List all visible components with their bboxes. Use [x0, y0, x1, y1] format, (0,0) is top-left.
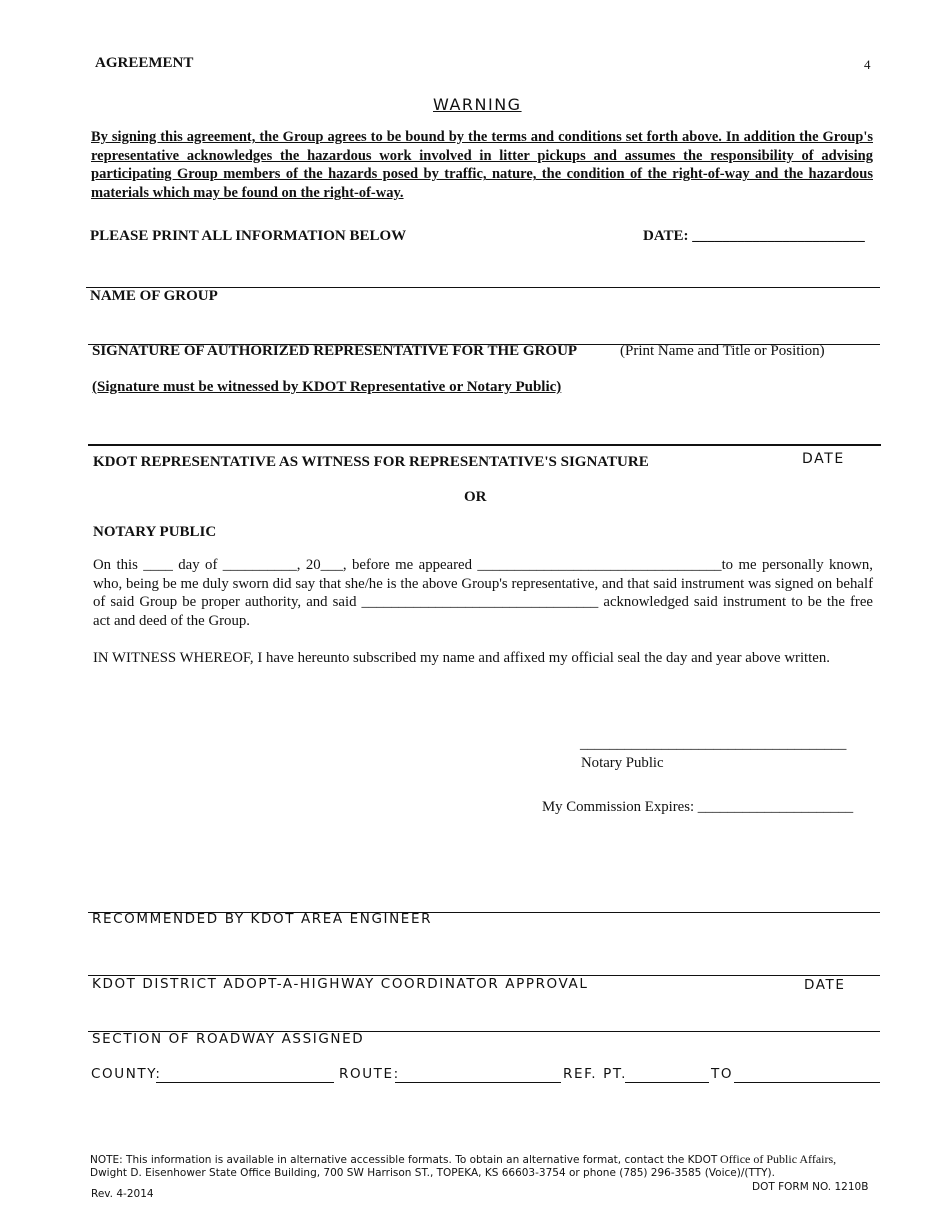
coordinator-label: KDOT DISTRICT ADOPT-A-HIGHWAY COORDINATOR APPROVAL [92, 976, 589, 992]
to-label: TO [711, 1066, 734, 1082]
notary-signature-line[interactable]: ____________________________________ [580, 736, 847, 752]
notary-heading: NOTARY PUBLIC [93, 524, 217, 540]
coordinator-date-label: DATE [804, 977, 846, 993]
footer-note-prefix: NOTE: This information is available in alternative accessible formats. To obtain an alternative format, contact the KDOT [90, 1154, 718, 1166]
print-name-note: (Print Name and Title or Position) [620, 343, 825, 359]
or-label: OR [464, 489, 487, 505]
to-input[interactable] [734, 1082, 880, 1083]
refpt-label: REF. PT. [563, 1066, 627, 1082]
kdot-witness-label: KDOT REPRESENTATIVE AS WITNESS FOR REPRESENTATIVE'S SIGNATURE [93, 454, 649, 470]
footer-note-line1 [90, 1152, 836, 1167]
section-label: SECTION OF ROADWAY ASSIGNED [92, 1031, 365, 1047]
signature-label: SIGNATURE OF AUTHORIZED REPRESENTATIVE FOR THE GROUP [92, 343, 578, 359]
name-of-group-label: NAME OF GROUP [90, 288, 218, 304]
warning-heading: WARNING [433, 95, 522, 114]
notary-public-label: Notary Public [581, 755, 664, 771]
agreement-title: AGREEMENT [95, 55, 194, 71]
county-input[interactable] [156, 1082, 334, 1083]
kdot-witness-date-label: DATE [802, 451, 845, 467]
county-label: COUNTY: [91, 1066, 162, 1082]
commission-expires-field[interactable]: My Commission Expires: _____________________ [542, 799, 854, 815]
form-number: DOT FORM NO. 1210B [752, 1181, 869, 1193]
notary-paragraph: On this ____ day of __________, 20___, before me appeared _________________________________to me personally known, who, being be me duly sworn did say that she/he is the above Group's representative, and that said instrument was signed on behalf of said Group be proper authority, and said ________________________________ acknowledged said instrument to be the free act and deed of the Group. [93, 557, 873, 630]
recommended-label: RECOMMENDED BY KDOT AREA ENGINEER [92, 911, 433, 927]
warning-text: By signing this agreement, the Group agrees to be bound by the terms and conditions set forth above. In addition the Group's representative acknowledges the hazardous work involved in litter pickups and assumes the responsibility of advising participating Group members of the hazards posed by traffic, nature, the condition of the right-of-way and the hazardous materials which may be found on the right-of-way. [91, 129, 873, 202]
footer-note-line2: Dwight D. Eisenhower State Office Building, 700 SW Harrison ST., TOPEKA, KS 66603-3754 or phone (785) 296-3585 (Voice)/(TTY). [90, 1167, 775, 1179]
witness-note: (Signature must be witnessed by KDOT Representative or Notary Public) [92, 379, 562, 395]
route-input[interactable] [395, 1082, 561, 1083]
revision-date: Rev. 4-2014 [91, 1188, 154, 1200]
refpt-input[interactable] [625, 1082, 709, 1083]
footer-note-office: Office of Public Affairs, [719, 1152, 837, 1166]
date-field[interactable]: DATE: _______________________ [643, 228, 865, 244]
route-label: ROUTE: [339, 1066, 400, 1082]
print-info-label: PLEASE PRINT ALL INFORMATION BELOW [90, 228, 407, 244]
witness-statement: IN WITNESS WHEREOF, I have hereunto subscribed my name and affixed my official seal the day and year above written. [93, 650, 830, 666]
kdot-witness-line[interactable] [88, 444, 881, 446]
page-number: 4 [864, 57, 871, 72]
